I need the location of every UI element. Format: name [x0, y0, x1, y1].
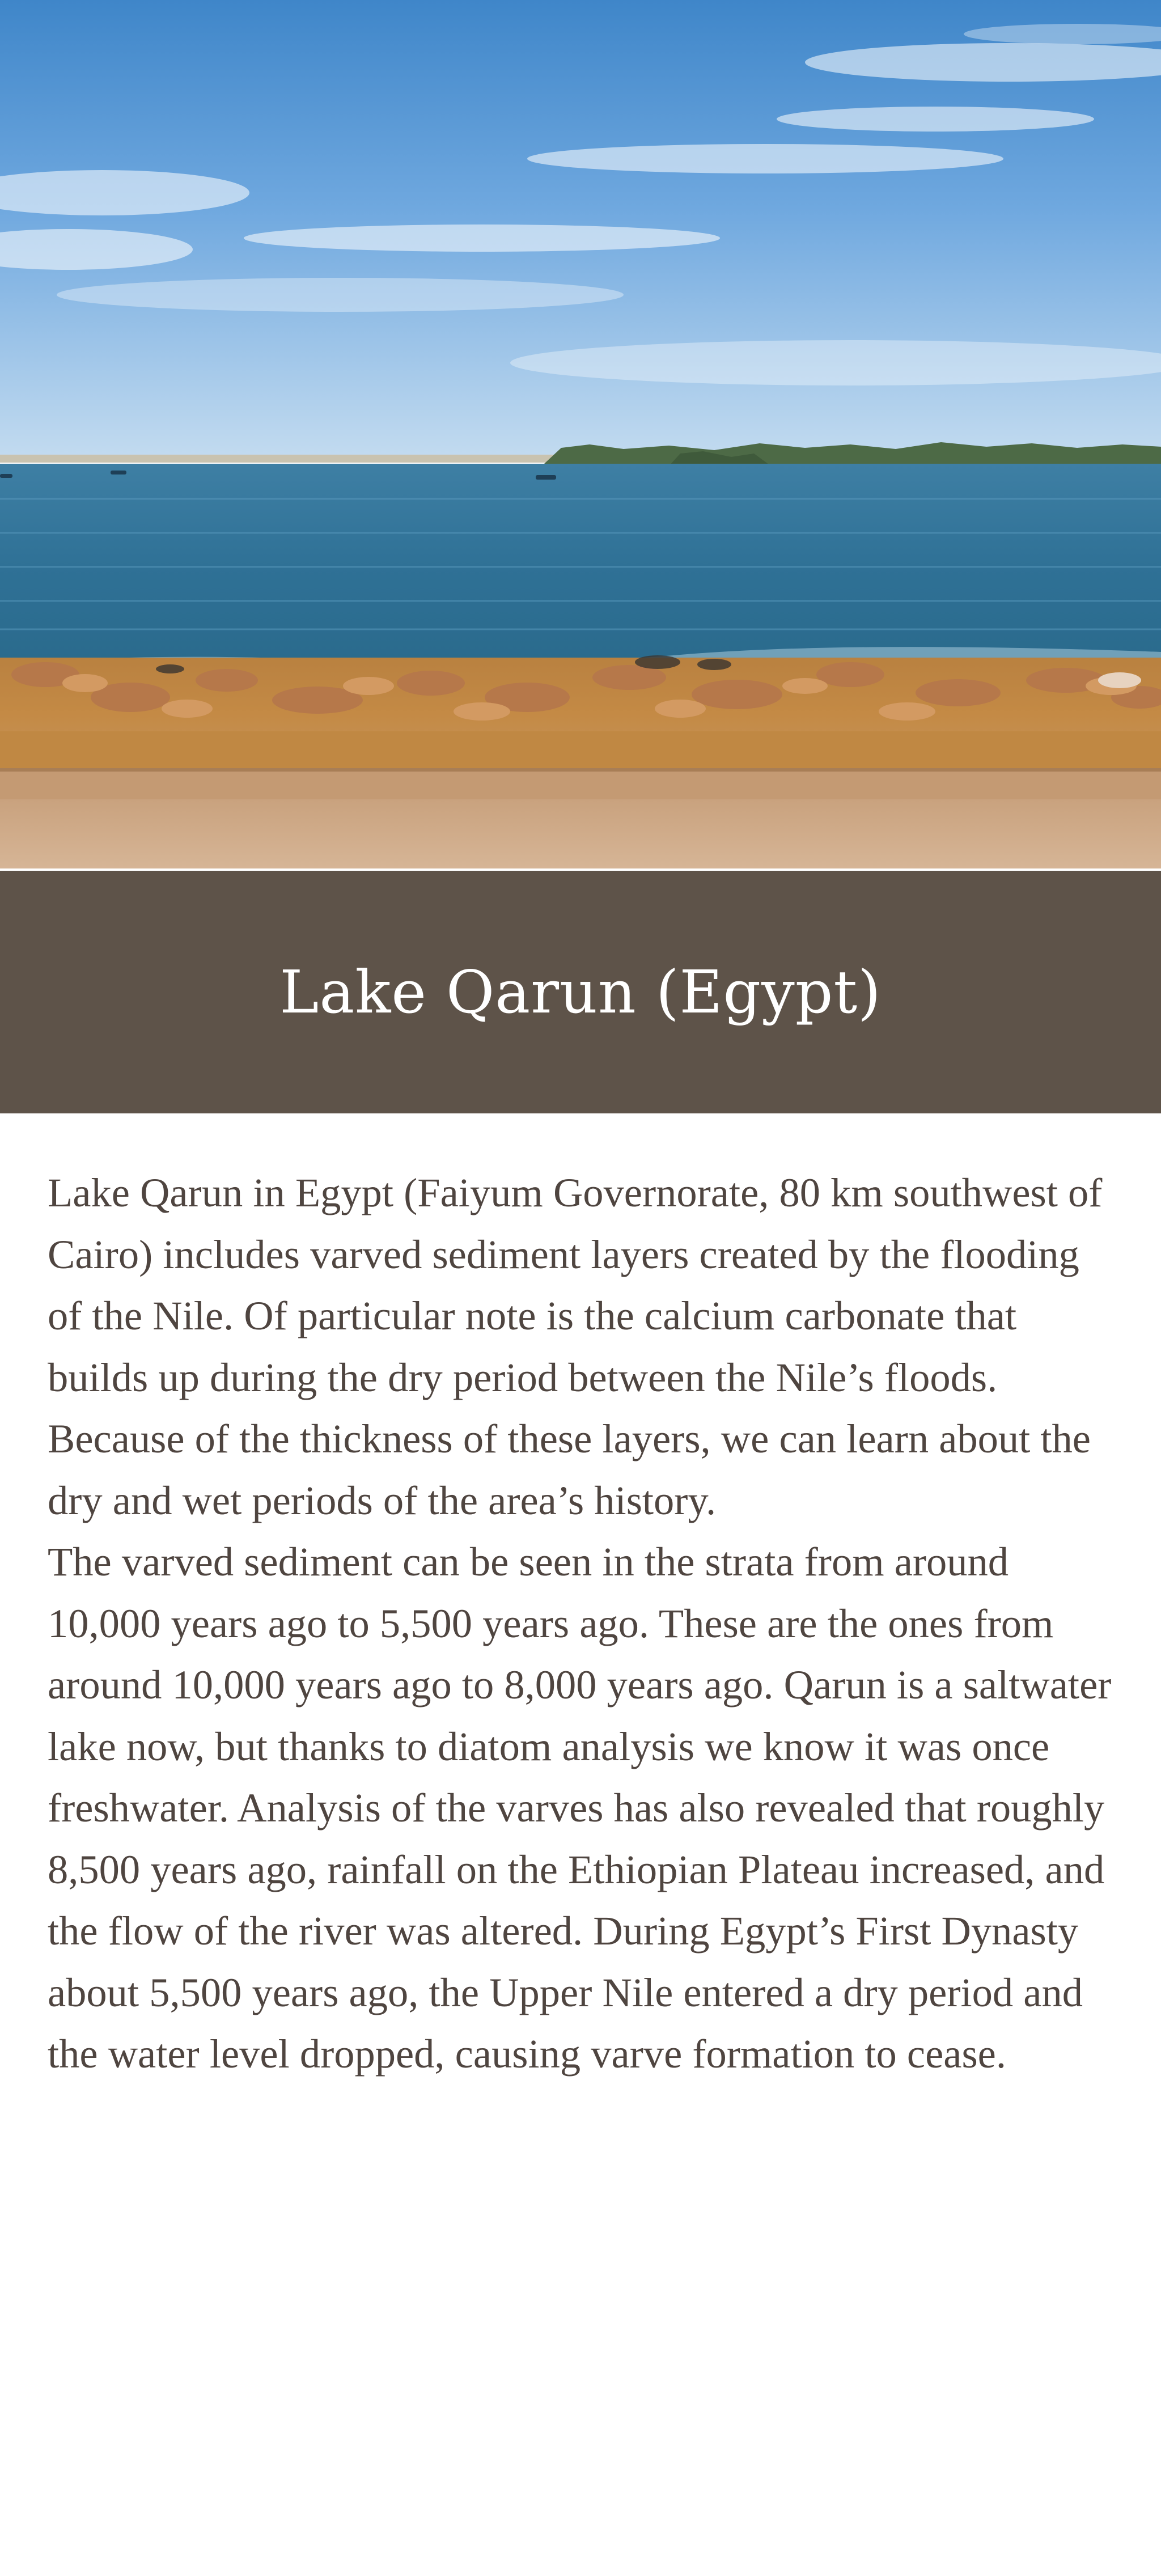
title-banner: [0, 871, 1161, 1113]
page-title: Lake Qarun (Egypt): [279, 957, 882, 1027]
paragraph: The varved sediment can be seen in the strata from around 10,000 years ago to 5,500 years ago. These are the ones from around 10,000 years ago to 8,000 years ago. Qarun is a saltwater lake now, but thanks to diatom analysis we know it was once freshwater. Analysis of the varves has also revealed that roughly 8,500 years ago, rainfall on the Ethiopian Plateau increased, and the flow of the river was altered. During Egypt’s First Dynasty about 5,500 years ago, the Upper Nile entered a dry period and the water level dropped, causing varve formation to cease.: [48, 1539, 1112, 2077]
paragraph: Lake Qarun in Egypt (Faiyum Governorate, 80 km southwest of Cairo) includes varved sediment layers created by the flooding of the Nile. Of particular note is the calcium carbonate that builds up during the dry period between the Nile’s floods. Because of the thickness of these layers, we can learn about the dry and wet periods of the area’s history.: [48, 1170, 1103, 1523]
article-body: [48, 1162, 1119, 2085]
lake-photo: [0, 0, 1161, 868]
